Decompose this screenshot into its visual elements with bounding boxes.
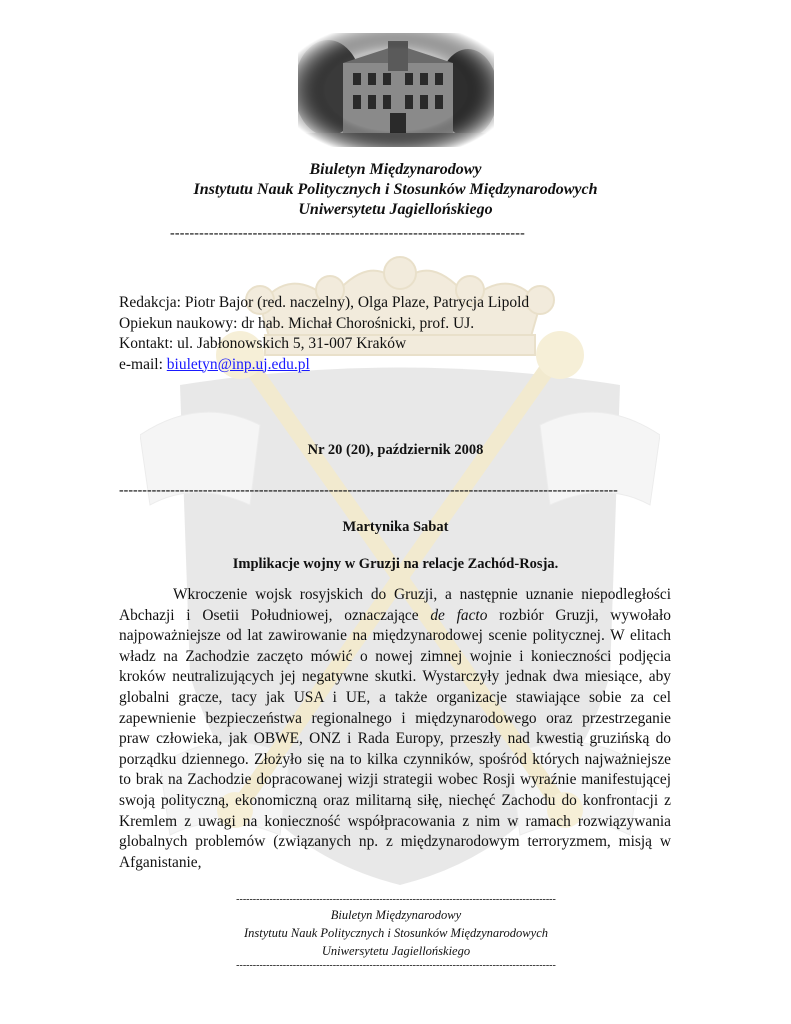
article-title: Implikacje wojny w Gruzji na relacje Zachód-Rosja.: [232, 556, 559, 572]
article-body: [119, 585, 671, 873]
masthead-line-1: Biuletyn Międzynarodowy: [309, 161, 482, 178]
academic-supervisor: Opiekun naukowy: dr hab. Michał Chorośnicki, prof. UJ.: [119, 314, 475, 332]
email-label: e-mail:: [119, 355, 167, 373]
footer-divider-bottom: ------------------------------------------------------------------------------------------------: [236, 960, 556, 971]
body-paragraph: [119, 585, 671, 873]
article-author: Martynika Sabat: [342, 519, 449, 535]
email-link[interactable]: biuletyn@inp.uj.edu.pl: [166, 355, 310, 373]
masthead-line-3: Uniwersytetu Jagiellońskiego: [298, 201, 493, 218]
footer-line-1: Biuletyn Międzynarodowy: [330, 908, 462, 922]
editorial-info: [119, 293, 529, 375]
section-divider: -----------------------------------------------------------------------------------------------------------: [119, 483, 618, 498]
footer-line-3: Uniwersytetu Jagiellońskiego: [321, 944, 471, 958]
masthead-divider: -------------------------------------------------------------------------: [170, 226, 525, 241]
masthead: [0, 160, 791, 220]
footer-divider-top: ------------------------------------------------------------------------------------------------: [236, 894, 556, 905]
contact-address: Kontakt: ul. Jabłonowskich 5, 31-007 Kraków: [119, 335, 407, 352]
body-text-part-2: rozbiór Gruzji, wywołało najpoważniejsze od lat zawirowanie na międzynarodowej scenie politycznej. W elitach władz na Zachodzie zaczęto mówić o nowej zimnej wojnie i konieczności podjęcia kroków neutralizujących jej negatywne skutki. Wystarczyły jednak dwa miesiące, aby globalni gracze, tacy jak USA i UE, a także organizacje stawiające sobie za cel zapewnienie bezpieczeństwa regionalnego i międzynarodowego oraz przestrzeganie praw człowieka, jak OBWE, ONZ i Rada Europy, przeszły nad kwestią gruzińską do porządku dziennego. Złożyło się na to kilka czynników, spośród których najważniejsze to brak na Zachodzie dopracowanej wizji strategii wobec Rosji wyraźnie manifestującej swoją polityczną, ekonomiczną oraz militarną siłę, niechęć Zachodu do konfrontacji z Kremlem z uwagi na konieczność współpracowania z nim w ramach rozwiązywania globalnych problemów (związanych np. z międzynarodowym terroryzmem, misją w Afganistanie,: [119, 606, 671, 871]
page-footer: [210, 894, 582, 972]
body-text-part-1: Wkroczenie wojsk rosyjskich do Gruzji, a następnie uznanie niepodległości Abchazji i Osetii Południowej, oznaczające: [119, 586, 671, 624]
footer-line-2: Instytutu Nauk Politycznych i Stosunków Międzynarodowych: [244, 926, 548, 940]
email-line: [119, 355, 529, 376]
masthead-line-2: Instytutu Nauk Politycznych i Stosunków Międzynarodowych: [193, 181, 598, 198]
university-building-image: [298, 33, 494, 147]
editorial-board: Redakcja: Piotr Bajor (red. naczelny), Olga Plaze, Patrycja Lipold: [119, 294, 530, 311]
issue-number: Nr 20 (20), październik 2008: [307, 442, 484, 458]
body-italic-phrase: de facto: [430, 606, 488, 624]
